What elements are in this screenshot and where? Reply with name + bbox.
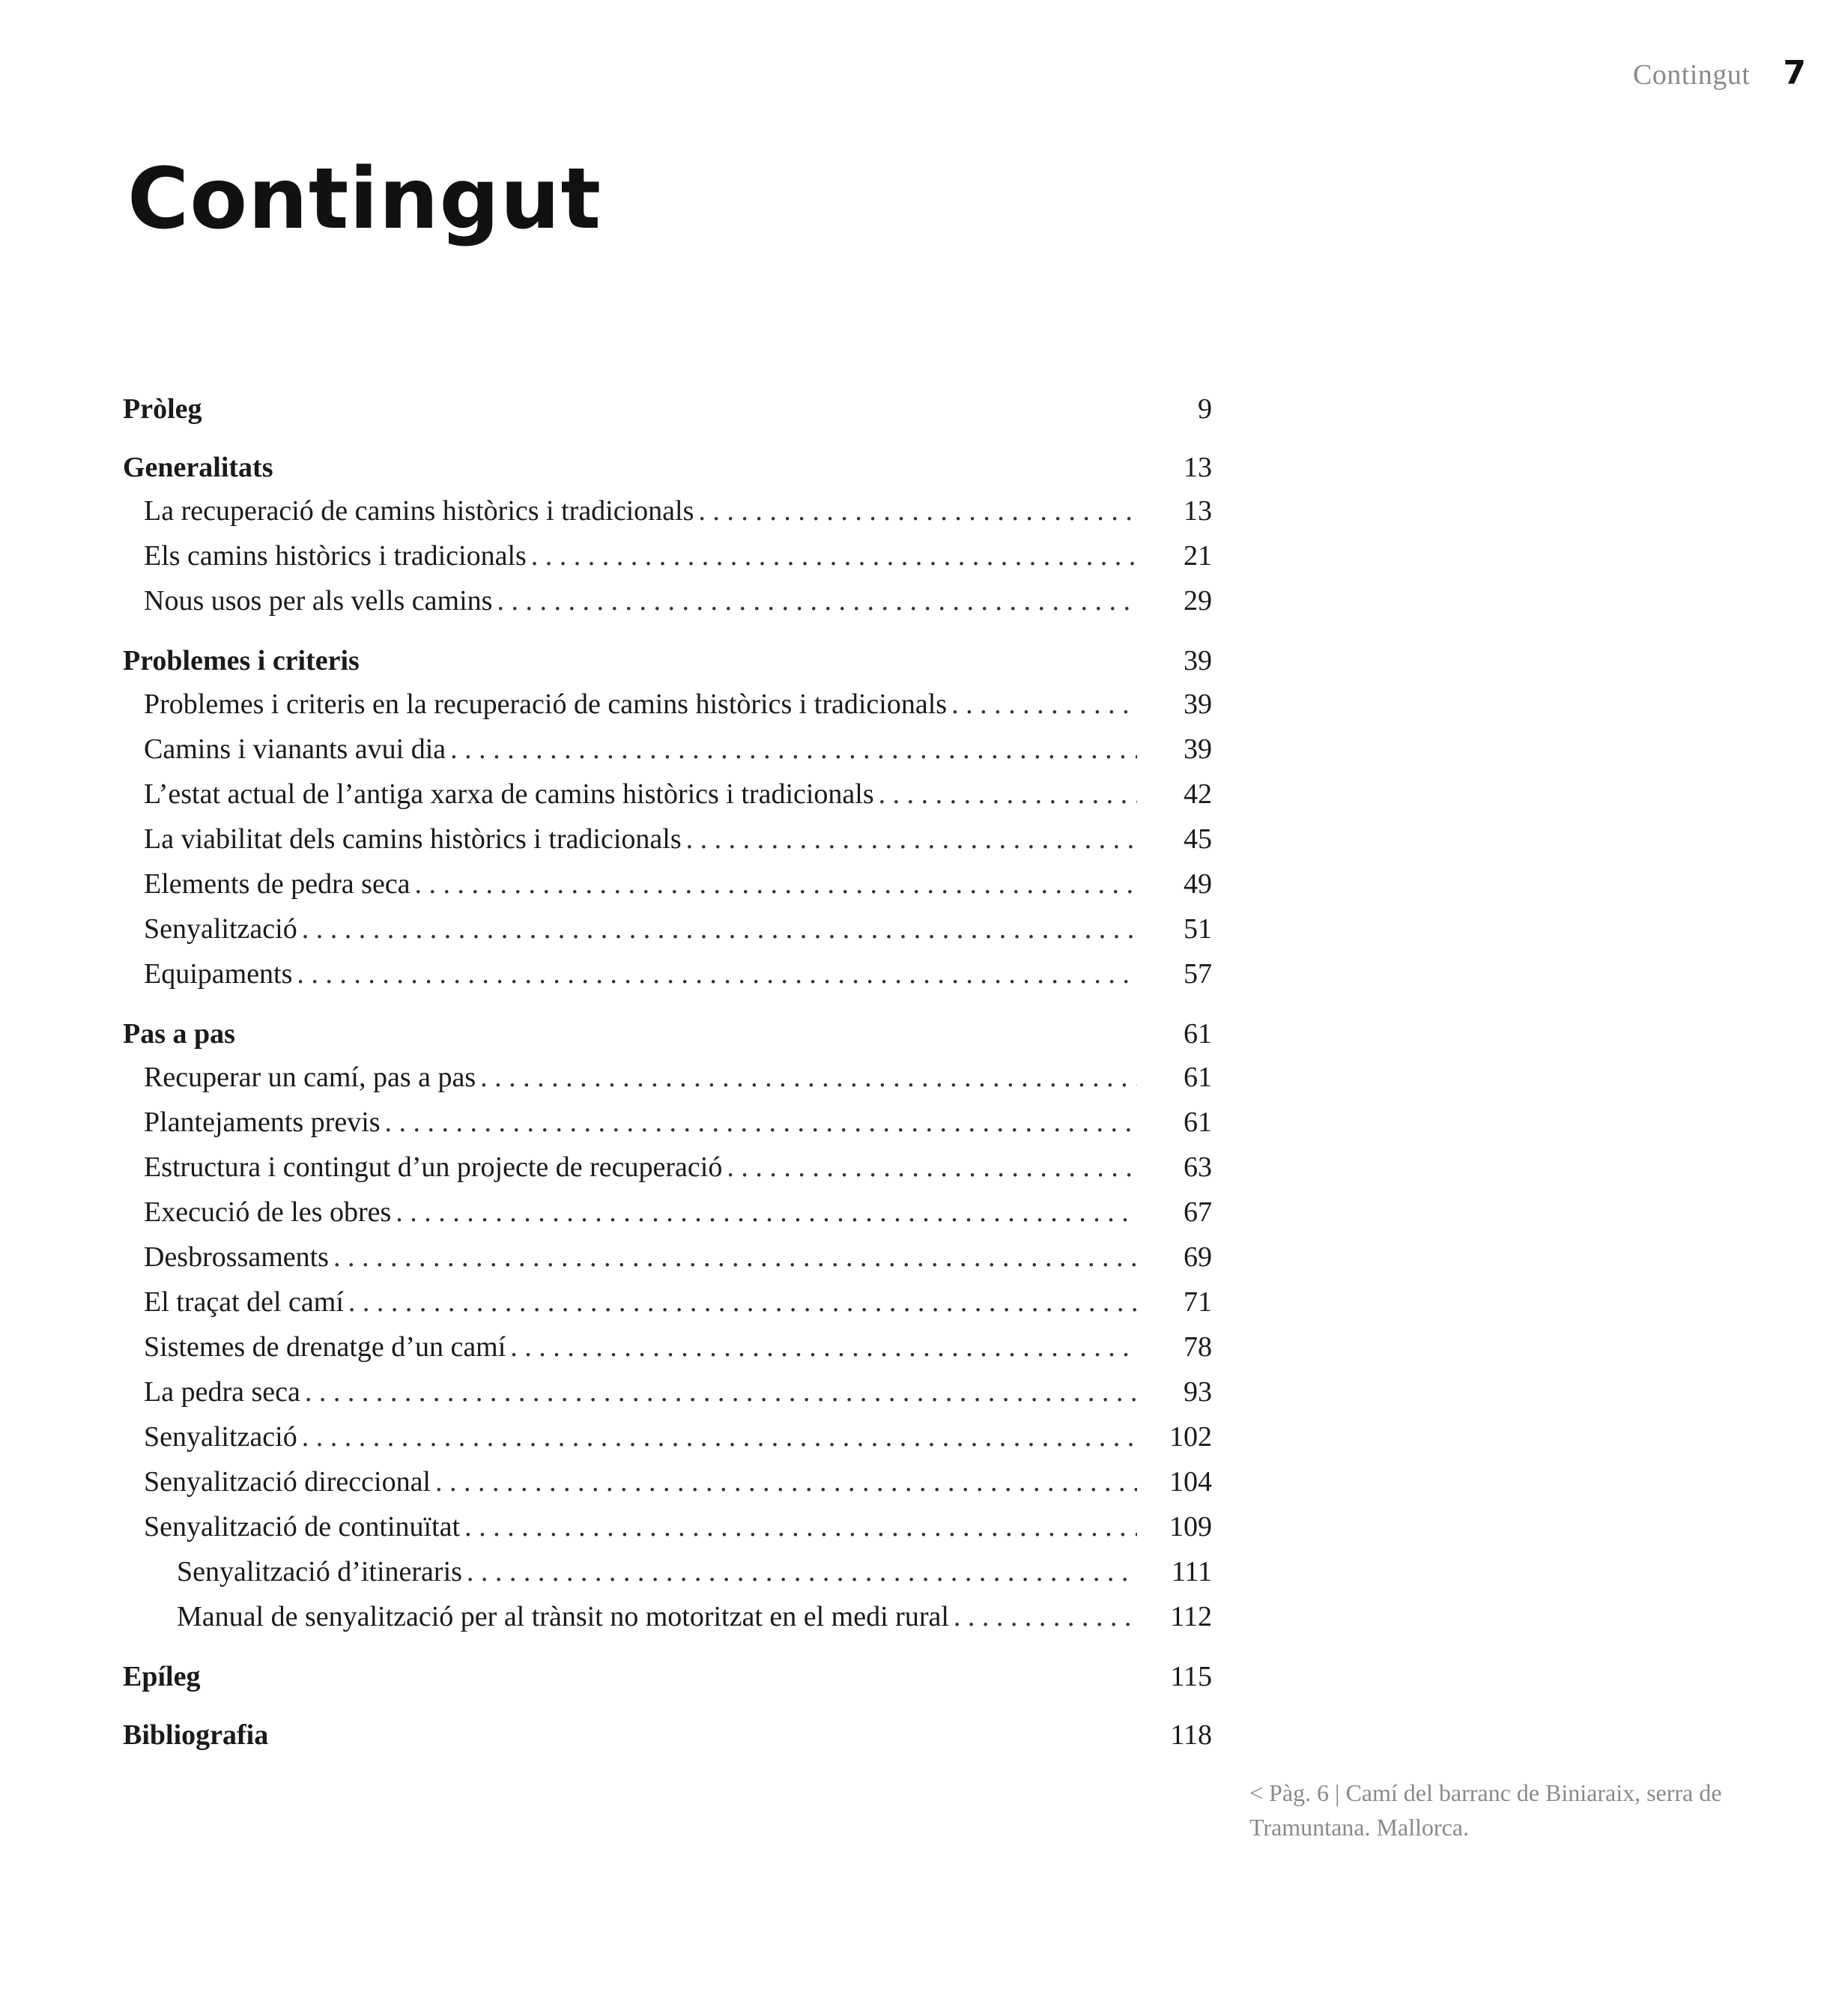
toc-section xyxy=(123,1013,1212,1639)
toc-entry xyxy=(123,772,1212,817)
toc-entry xyxy=(123,1280,1212,1325)
dot-leader xyxy=(450,727,1137,772)
toc-entry-title: Senyalització d’itineraris xyxy=(177,1556,462,1587)
photo-caption: < Pàg. 6 | Camí del barranc de Biniaraix, serra de Tramuntana. Mallorca. xyxy=(1249,1779,1722,1841)
dot-leader xyxy=(297,951,1137,996)
toc-page-number: 13 xyxy=(1184,452,1212,483)
dot-leader xyxy=(480,1055,1137,1100)
toc-page-number: 61 xyxy=(1184,1018,1212,1050)
toc-entry-title: Desbrossaments xyxy=(144,1241,329,1273)
toc-entry xyxy=(123,906,1212,951)
toc-entry xyxy=(123,727,1212,772)
toc-section xyxy=(123,447,1212,623)
toc-page-number: 61 xyxy=(1184,1107,1212,1138)
page-title: Contingut xyxy=(127,151,602,248)
toc-entry-title: Plantejaments previs xyxy=(144,1107,381,1138)
toc-page-number: 102 xyxy=(1169,1421,1212,1453)
toc-page-number: 69 xyxy=(1184,1241,1212,1273)
toc-entry xyxy=(123,1325,1212,1369)
page-number: 7 xyxy=(1783,54,1806,92)
toc-entry xyxy=(123,1504,1212,1549)
toc-entry-title: El traçat del camí xyxy=(144,1286,344,1318)
toc-entry xyxy=(123,1100,1212,1145)
dot-leader xyxy=(302,906,1137,951)
dot-leader xyxy=(951,682,1137,727)
dot-leader xyxy=(385,1100,1137,1145)
dot-leader xyxy=(497,578,1137,623)
dot-leader xyxy=(510,1325,1137,1369)
toc-entry-title: Equipaments xyxy=(144,958,293,990)
toc-page-number: 104 xyxy=(1169,1466,1212,1498)
toc-page-number: 49 xyxy=(1184,868,1212,900)
toc-section xyxy=(123,1714,1212,1756)
toc-section xyxy=(123,1656,1212,1698)
toc-page-number: 13 xyxy=(1184,495,1212,527)
toc-section-heading xyxy=(123,1013,1212,1055)
toc-entry xyxy=(123,578,1212,623)
dot-leader xyxy=(698,488,1137,533)
dot-leader xyxy=(467,1549,1137,1594)
toc-entry-title: L’estat actual de l’antiga xarxa de camins històrics i tradicionals xyxy=(144,778,874,810)
toc-entry-title: Els camins històrics i tradicionals xyxy=(144,540,527,572)
toc-entry xyxy=(123,1235,1212,1280)
toc-page-number: 61 xyxy=(1184,1062,1212,1093)
toc-entry-title: Execució de les obres xyxy=(144,1196,392,1228)
toc-entry xyxy=(123,533,1212,578)
toc-page-number: 111 xyxy=(1171,1556,1212,1587)
toc-page-number: 115 xyxy=(1170,1661,1212,1692)
toc-page-number: 39 xyxy=(1184,645,1212,676)
toc-entry-title: Manual de senyalització per al trànsit no motoritzat en el medi rural xyxy=(177,1601,949,1632)
toc-entry-title: La recuperació de camins històrics i tradicionals xyxy=(144,495,694,527)
toc-page-number: 93 xyxy=(1184,1376,1212,1408)
toc-page-number: 57 xyxy=(1184,958,1212,990)
toc-entry-title: Senyalització de continuïtat xyxy=(144,1511,461,1543)
table-of-contents xyxy=(123,388,1212,1773)
toc-page-number: 51 xyxy=(1184,913,1212,945)
toc-section-title: Bibliografia xyxy=(123,1719,269,1751)
toc-section-heading xyxy=(123,1656,1212,1698)
toc-entry xyxy=(123,488,1212,533)
dot-leader xyxy=(348,1280,1137,1325)
toc-page-number: 29 xyxy=(1184,585,1212,617)
toc-page-number: 109 xyxy=(1169,1511,1212,1543)
toc-entry xyxy=(123,1145,1212,1190)
toc-page-number: 39 xyxy=(1184,688,1212,720)
toc-entry-title: Senyalització xyxy=(144,1421,297,1453)
toc-section-heading xyxy=(123,388,1212,430)
toc-page-number: 67 xyxy=(1184,1196,1212,1228)
toc-entry-title: La viabilitat dels camins històrics i tradicionals xyxy=(144,823,682,855)
toc-page-number: 118 xyxy=(1170,1719,1212,1751)
toc-page-number: 9 xyxy=(1198,393,1212,425)
toc-page-number: 63 xyxy=(1184,1151,1212,1183)
toc-page-number: 45 xyxy=(1184,823,1212,855)
toc-entry-title: Senyalització direccional xyxy=(144,1466,431,1498)
toc-entry-title: Recuperar un camí, pas a pas xyxy=(144,1062,476,1093)
toc-entry-title: Problemes i criteris en la recuperació de camins històrics i tradicionals xyxy=(144,688,948,720)
toc-section-heading xyxy=(123,447,1212,488)
toc-page-number: 39 xyxy=(1184,733,1212,765)
dot-leader xyxy=(686,817,1137,862)
toc-entry xyxy=(123,1055,1212,1100)
toc-entry-title: La pedra seca xyxy=(144,1376,300,1408)
dot-leader xyxy=(305,1369,1137,1414)
toc-entry-title: Elements de pedra seca xyxy=(144,868,411,900)
toc-page-number: 42 xyxy=(1184,778,1212,810)
toc-entry-title: Senyalització xyxy=(144,913,297,945)
toc-entry xyxy=(123,682,1212,727)
toc-entry xyxy=(123,1190,1212,1235)
toc-section xyxy=(123,640,1212,996)
dot-leader xyxy=(954,1594,1137,1639)
toc-page-number: 71 xyxy=(1184,1286,1212,1318)
dot-leader xyxy=(879,772,1137,817)
dot-leader xyxy=(435,1459,1137,1504)
toc-entry-title: Nous usos per als vells camins xyxy=(144,585,493,617)
toc-section-heading xyxy=(123,1714,1212,1756)
toc-entry xyxy=(123,1369,1212,1414)
toc-entry xyxy=(123,1594,1212,1639)
toc-entry xyxy=(123,1549,1212,1594)
dot-leader xyxy=(415,862,1137,906)
toc-section-title: Pròleg xyxy=(123,393,202,425)
toc-entry xyxy=(123,862,1212,906)
dot-leader xyxy=(464,1504,1137,1549)
toc-entry-title: Estructura i contingut d’un projecte de recuperació xyxy=(144,1151,723,1183)
running-head xyxy=(1633,54,1806,92)
dot-leader xyxy=(333,1235,1137,1280)
toc-entry xyxy=(123,817,1212,862)
toc-section-title: Problemes i criteris xyxy=(123,645,360,676)
toc-page-number: 21 xyxy=(1184,540,1212,572)
toc-entry xyxy=(123,951,1212,996)
toc-entry xyxy=(123,1459,1212,1504)
dot-leader xyxy=(396,1190,1137,1235)
toc-section-title: Epíleg xyxy=(123,1661,201,1692)
toc-section xyxy=(123,388,1212,430)
dot-leader xyxy=(727,1145,1137,1190)
toc-section-heading xyxy=(123,640,1212,682)
dot-leader xyxy=(531,533,1137,578)
toc-entry-title: Sistemes de drenatge d’un camí xyxy=(144,1331,506,1363)
running-head-title: Contingut xyxy=(1632,59,1751,91)
toc-entry-title: Camins i vianants avui dia xyxy=(144,733,446,765)
toc-entry xyxy=(123,1414,1212,1459)
toc-section-title: Generalitats xyxy=(123,452,273,483)
toc-page-number: 78 xyxy=(1184,1331,1212,1363)
toc-section-title: Pas a pas xyxy=(123,1018,235,1050)
dot-leader xyxy=(302,1414,1137,1459)
toc-page-number: 112 xyxy=(1170,1601,1212,1632)
